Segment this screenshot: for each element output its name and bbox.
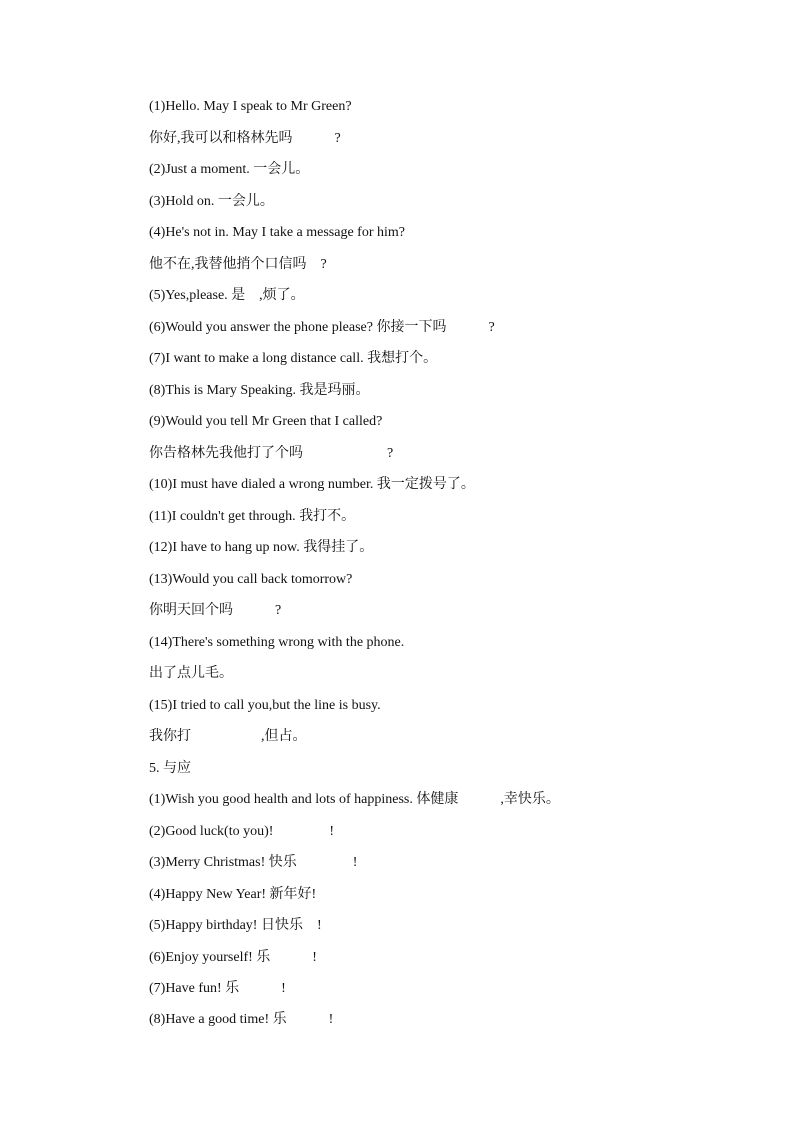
text-line: (14)There's something wrong with the phone. (149, 635, 405, 650)
text-line: (7)I want to make a long distance call. 我想打个。 (149, 351, 438, 366)
section-heading: 5. 与应 (149, 761, 191, 776)
text-line: (5)Happy birthday! 日快乐 ! (149, 918, 322, 933)
text-line: (11)I couldn't get through. 我打不。 (149, 509, 356, 524)
text-line: (8)This is Mary Speaking. 我是玛丽。 (149, 383, 370, 398)
text-line: (9)Would you tell Mr Green that I called? (149, 414, 383, 429)
text-line: (6)Would you answer the phone please? 你接一下吗 ? (149, 320, 495, 335)
text-line: 你好,我可以和格林先吗 ? (149, 131, 341, 146)
text-line: (1)Hello. May I speak to Mr Green? (149, 99, 352, 114)
text-line: 他不在,我替他捎个口信吗 ? (149, 257, 327, 272)
text-line: (6)Enjoy yourself! 乐 ! (149, 950, 317, 965)
text-line: (2)Good luck(to you)! ! (149, 824, 335, 839)
text-line: 我你打 ,但占。 (149, 729, 307, 744)
text-line: (15)I tried to call you,but the line is busy. (149, 698, 381, 713)
text-line: 你明天回个吗 ? (149, 603, 282, 618)
text-line: (7)Have fun! 乐 ! (149, 981, 286, 996)
text-line: (3)Merry Christmas! 快乐 ! (149, 855, 358, 870)
text-line: (13)Would you call back tomorrow? (149, 572, 353, 587)
text-line: 出了点儿毛。 (149, 666, 233, 681)
text-line: (1)Wish you good health and lots of happiness. 体健康 ,幸快乐。 (149, 792, 560, 807)
text-line: (5)Yes,please. 是 ,烦了。 (149, 288, 305, 303)
text-line: (4)Happy New Year! 新年好! (149, 887, 317, 902)
text-line: 你告格林先我他打了个吗 ? (149, 446, 394, 461)
text-line: (12)I have to hang up now. 我得挂了。 (149, 540, 374, 555)
text-line: (3)Hold on. 一会儿。 (149, 194, 274, 209)
text-line: (4)He's not in. May I take a message for him? (149, 225, 405, 240)
text-line: (8)Have a good time! 乐 ! (149, 1012, 334, 1027)
text-line: (10)I must have dialed a wrong number. 我一定拨号了。 (149, 477, 475, 492)
text-line: (2)Just a moment. 一会儿。 (149, 162, 310, 177)
